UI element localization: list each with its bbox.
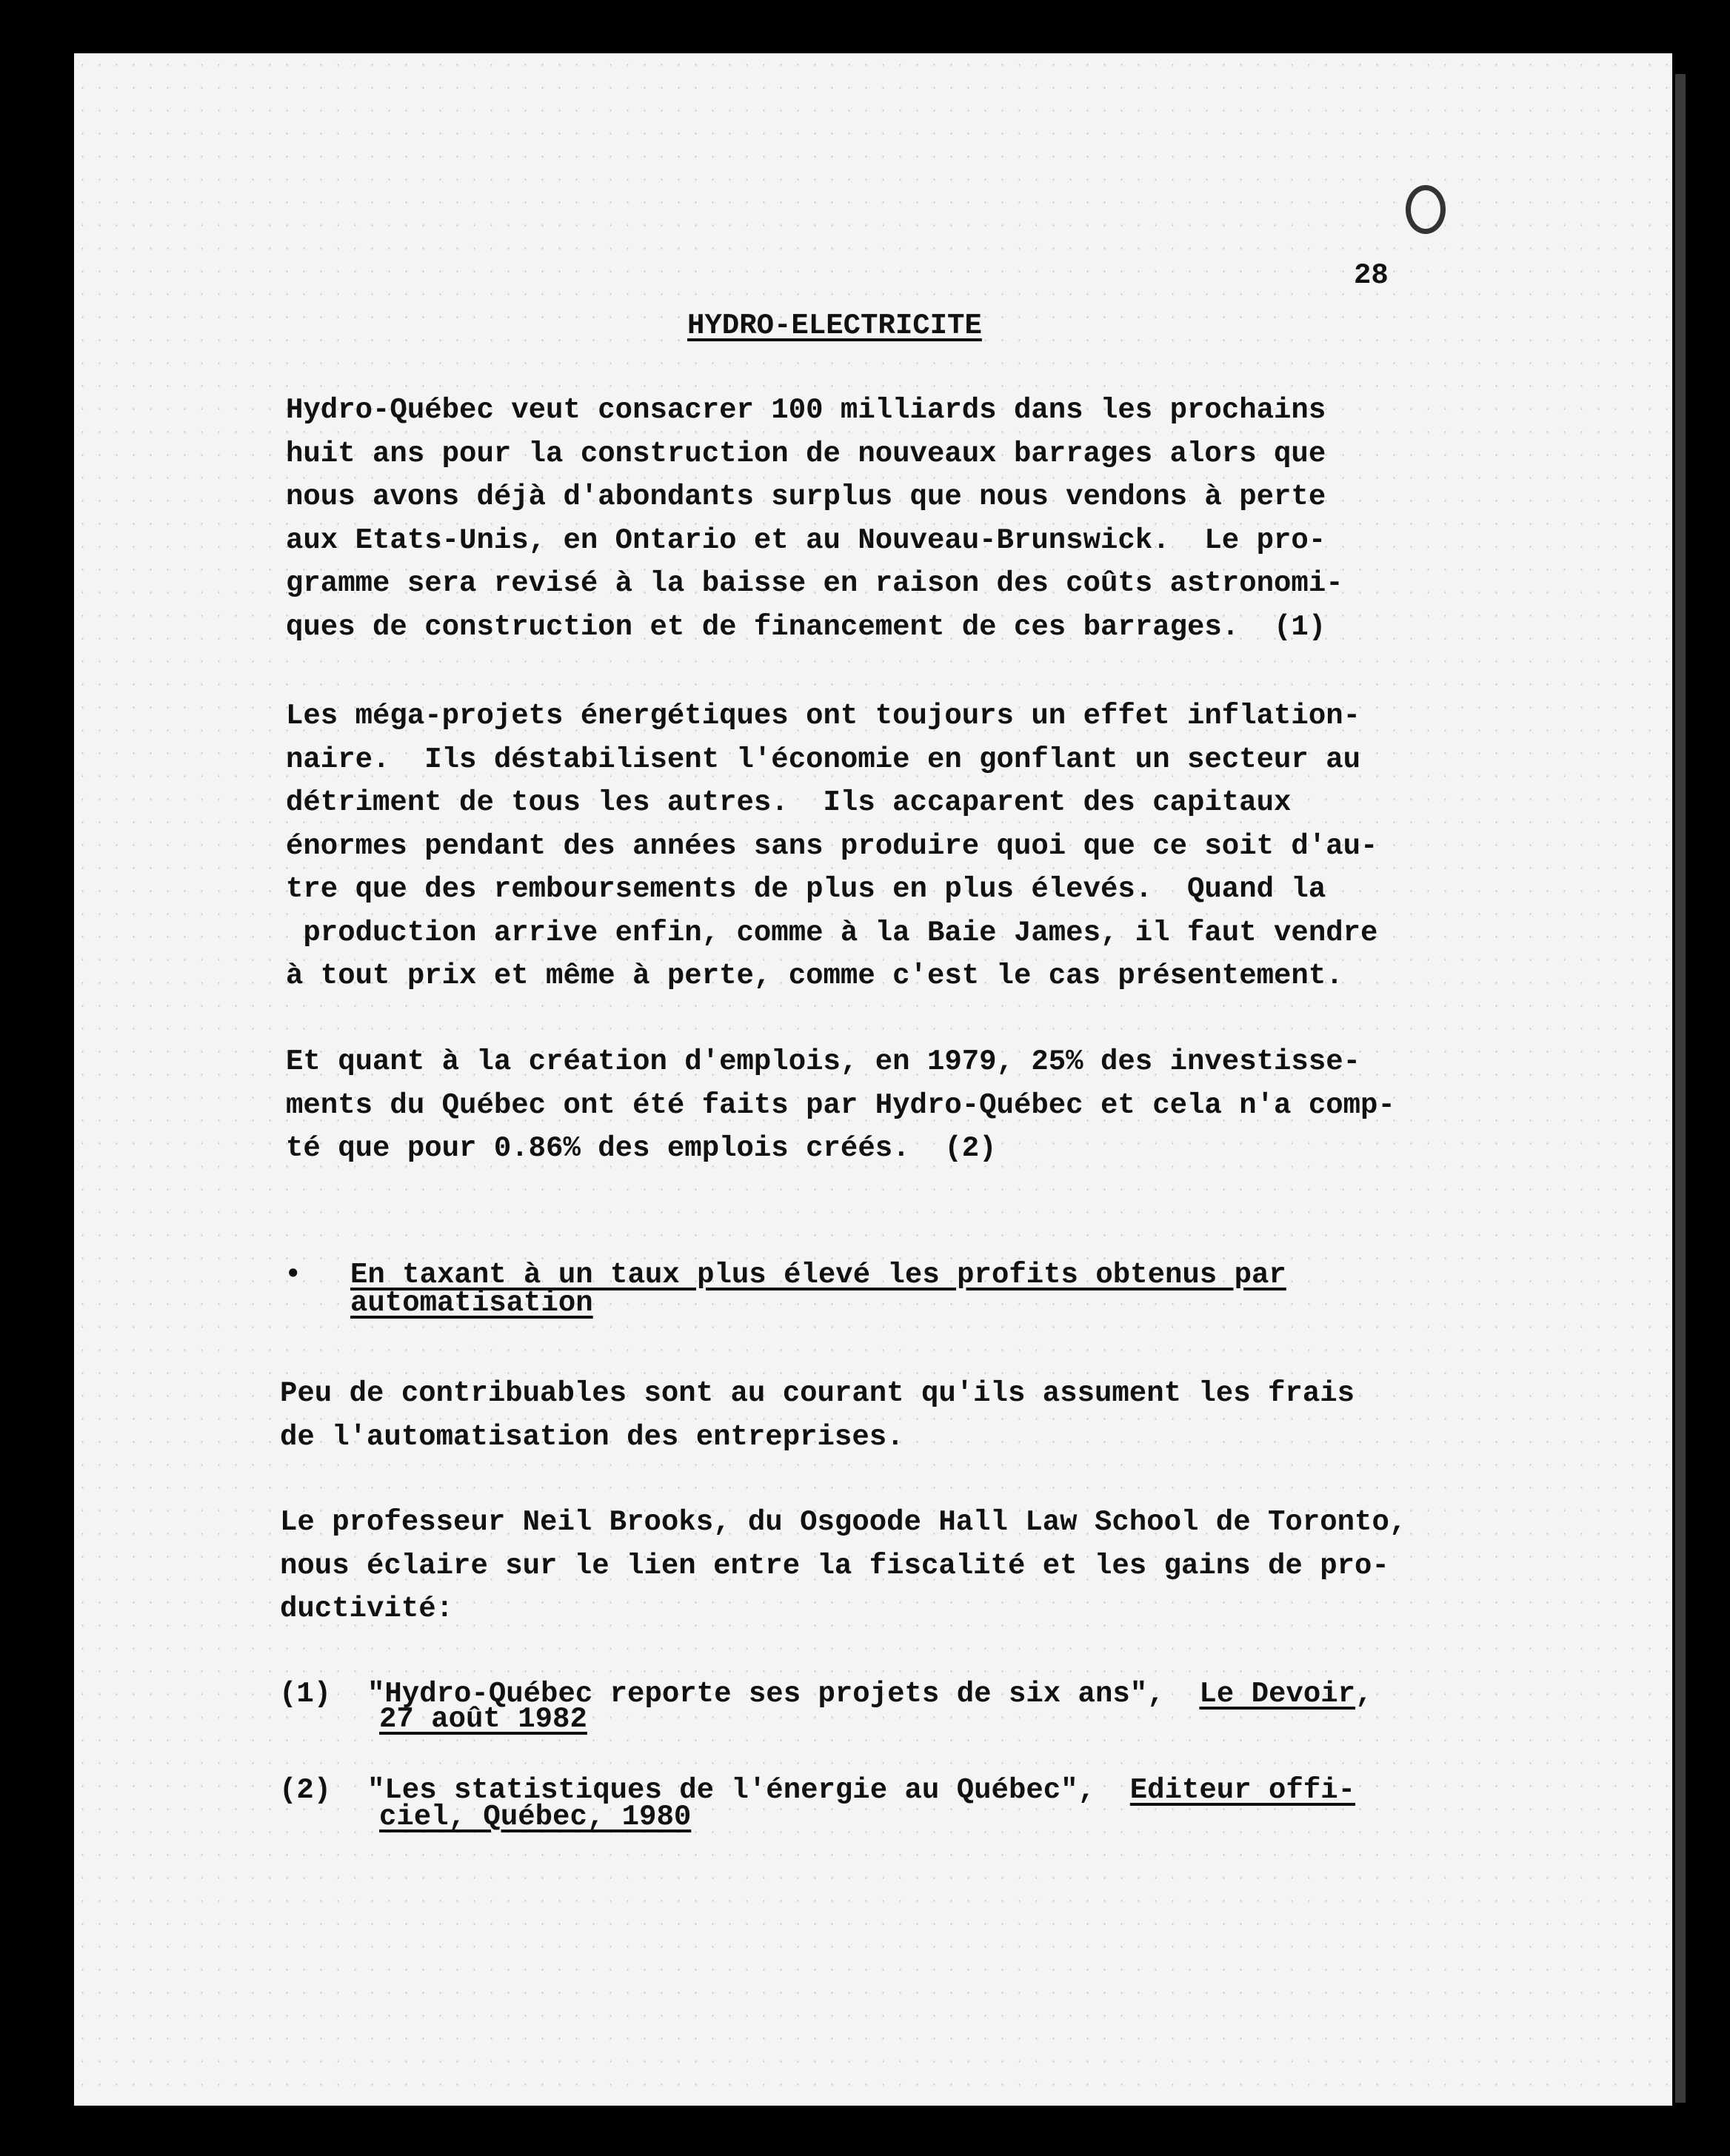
text-line: aux Etats-Unis, en Ontario et au Nouveau-Brunswick. Le pro- <box>286 523 1326 557</box>
text-line: Les méga-projets énergétiques ont toujours un effet inflation- <box>286 700 1361 732</box>
text-line: té que pour 0.86% des emplois créés. (2) <box>286 1132 997 1165</box>
text-line: de l'automatisation des entreprises. <box>280 1420 904 1453</box>
footnote-source: Editeur offi- <box>1129 1774 1356 1807</box>
bullet-heading-line1: En taxant à un taux plus élevé les profits obtenus par <box>350 1259 1286 1291</box>
text-line: à tout prix et même à perte, comme c'est le cas présentement. <box>286 960 1343 992</box>
text-line: nous avons déjà d'abondants surplus que nous vendons à perte <box>286 481 1326 513</box>
bullet-heading-line2: automatisation <box>350 1287 593 1319</box>
text-line: détriment de tous les autres. Ils accaparent des capitaux <box>286 786 1292 819</box>
bullet-marker: • <box>284 1259 302 1291</box>
text-line: naire. Ils déstabilisent l'économie en gonflant un secteur au <box>286 743 1361 776</box>
page-number: 28 <box>1354 259 1389 292</box>
text-line: ments du Québec ont été faits par Hydro-Québec et cela n'a comp- <box>286 1088 1395 1122</box>
footnote-text: "Les statistiques de l'énergie au Québec", <box>367 1774 1095 1807</box>
footnote-label: (1) <box>279 1678 332 1710</box>
scan-edge <box>1675 74 1686 2103</box>
text-line: nous éclaire sur le lien entre la fiscalité et les gains de pro- <box>280 1549 1389 1582</box>
footnote-publisher: ciel, Québec, 1980 <box>379 1801 692 1833</box>
footnote-date: 27 août 1982 <box>379 1703 587 1735</box>
punch-hole <box>1406 185 1446 234</box>
text-line: ques de construction et de financement de ces barrages. (1) <box>286 610 1326 643</box>
footnote-label: (2) <box>279 1774 332 1807</box>
footnote-source: Le Devoir <box>1199 1678 1356 1710</box>
text-line: Et quant à la création d'emplois, en 1979, 25% des investisse- <box>286 1045 1361 1078</box>
text-line: gramme sera revisé à la baisse en raison des coûts astronomi- <box>286 567 1343 600</box>
text-line: tre que des remboursements de plus en plus élevés. Quand la <box>286 873 1326 905</box>
text-line: ductivité: <box>280 1593 454 1625</box>
text-line: Le professeur Neil Brooks, du Osgoode Hall Law School de Toronto, <box>280 1506 1407 1539</box>
text-line: Hydro-Québec veut consacrer 100 milliards dans les prochains <box>286 394 1326 426</box>
footnote-text: "Hydro-Québec reporte ses projets de six ans", <box>367 1678 1165 1710</box>
text-line: production arrive enfin, comme à la Baie James, il faut vendre <box>286 916 1378 949</box>
text-line: Peu de contribuables sont au courant qu'ils assument les frais <box>280 1377 1355 1410</box>
section-title: HYDRO-ELECTRICITE <box>687 309 982 342</box>
text-line: énormes pendant des années sans produire quoi que ce soit d'au- <box>286 829 1378 863</box>
footnote-tail: , <box>1355 1678 1373 1710</box>
text-line: huit ans pour la construction de nouveaux barrages alors que <box>286 437 1326 470</box>
